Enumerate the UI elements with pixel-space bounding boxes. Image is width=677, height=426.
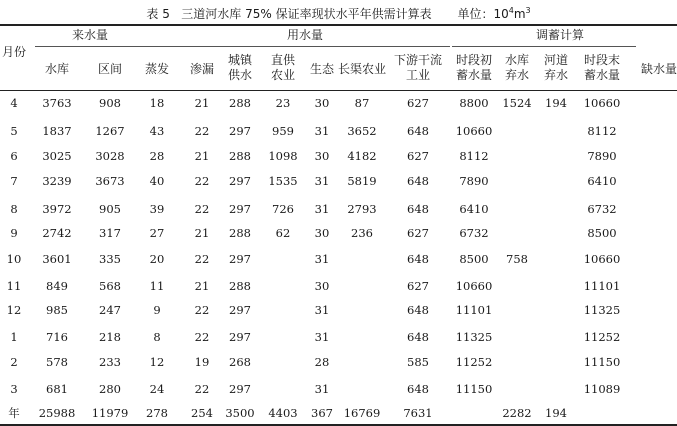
table-cell-end-storage: 7890 (587, 149, 617, 163)
table-cell-start-storage: 8500 (459, 252, 489, 266)
table-cell-long-canal-agri: 3652 (347, 124, 377, 138)
table-cell-evaporation: 24 (149, 382, 165, 396)
table-cell-interval: 233 (99, 355, 121, 369)
table-cell-evaporation: 43 (149, 124, 165, 138)
table-title: 三道河水库 75% 保证率现状水平年供需计算表 (181, 7, 432, 21)
table-cell-evaporation: 27 (149, 226, 165, 240)
group-underline-inflow (35, 46, 145, 47)
table-cell-seepage: 22 (194, 330, 210, 344)
table-cell-end-storage: 10660 (583, 96, 621, 110)
table-cell-ecology: 31 (314, 124, 330, 138)
table-cell-evaporation: 9 (153, 303, 161, 317)
table-cell-ecology: 30 (314, 279, 330, 293)
table-unit: 单位：$10^4m^3$ (457, 6, 531, 21)
table-cell-urban-supply: 268 (229, 355, 251, 369)
table-cell-interval: 1267 (95, 124, 125, 138)
table-cell-long-canal-agri: 236 (351, 226, 373, 240)
table-cell-reservoir: 3239 (42, 174, 72, 188)
table-cell-downstream-industry: 585 (407, 355, 429, 369)
group-header-regulation: 调蓄计算 (535, 28, 584, 42)
table-cell-direct-agri: 1535 (268, 174, 298, 188)
table-cell-end-storage: 8112 (587, 124, 617, 138)
table-cell-ecology: 30 (314, 226, 330, 240)
table-cell-ecology: 31 (314, 382, 330, 396)
table-cell-ecology: 30 (314, 96, 330, 110)
header-bottom-rule (0, 90, 677, 91)
col-header-evaporation: 蒸发 (144, 62, 169, 76)
table-cell-evaporation: 18 (149, 96, 165, 110)
table-cell-end-storage: 10660 (583, 252, 621, 266)
table-cell-month: 4 (10, 96, 18, 110)
table-cell-evaporation: 40 (149, 174, 165, 188)
table-cell-month: 11 (6, 279, 22, 293)
table-cell-month: 1 (10, 330, 18, 344)
col-header-ecology: 生态 (309, 62, 334, 76)
table-cell-seepage: 22 (194, 124, 210, 138)
table-cell-ecology: 28 (314, 355, 330, 369)
table-cell-start-storage: 11150 (455, 382, 493, 396)
table-cell-direct-agri: 726 (272, 202, 294, 216)
table-cell-long-canal-agri: 2793 (347, 202, 377, 216)
col-header-long-canal-agri: 长渠农业 (337, 62, 386, 76)
table-cell-ecology: 367 (311, 406, 333, 420)
table-cell-end-storage: 11101 (583, 279, 621, 293)
table-cell-ecology: 31 (314, 303, 330, 317)
col-header-direct-agri: 直供 农业 (270, 53, 295, 82)
table-cell-urban-supply: 3500 (225, 406, 255, 420)
table-cell-month: 9 (10, 226, 18, 240)
table-cell-evaporation: 11 (149, 279, 165, 293)
table-cell-downstream-industry: 648 (407, 330, 429, 344)
col-header-end-storage: 时段末 蓄水量 (583, 53, 620, 82)
table-cell-downstream-industry: 648 (407, 124, 429, 138)
table-cell-urban-supply: 288 (229, 96, 251, 110)
table-cell-river-spill: 194 (545, 406, 567, 420)
table-cell-downstream-industry: 7631 (403, 406, 433, 420)
table-cell-end-storage: 6732 (587, 202, 617, 216)
top-rule (0, 24, 677, 26)
table-cell-start-storage: 11101 (455, 303, 493, 317)
table-cell-interval: 3673 (95, 174, 125, 188)
group-underline-regulation (452, 46, 636, 47)
table-cell-reservoir: 681 (46, 382, 68, 396)
table-cell-reservoir: 3763 (42, 96, 72, 110)
table-cell-month: 2 (10, 355, 18, 369)
table-cell-month: 8 (10, 202, 18, 216)
table-cell-ecology: 30 (314, 149, 330, 163)
table-caption (0, 2, 677, 23)
table-cell-downstream-industry: 627 (407, 279, 429, 293)
table-cell-downstream-industry: 627 (407, 96, 429, 110)
table-cell-long-canal-agri: 16769 (343, 406, 381, 420)
col-header-reservoir: 水库 (44, 62, 69, 76)
table-cell-month: 3 (10, 382, 18, 396)
table-cell-interval: 218 (99, 330, 121, 344)
table-cell-evaporation: 28 (149, 149, 165, 163)
col-header-month: 月份 (1, 45, 26, 59)
table-cell-reservoir-spill: 758 (506, 252, 528, 266)
table-cell-urban-supply: 288 (229, 149, 251, 163)
table-cell-urban-supply: 297 (229, 382, 251, 396)
table-cell-downstream-industry: 627 (407, 149, 429, 163)
col-header-start-storage: 时段初 蓄水量 (455, 53, 492, 82)
col-header-downstream-industry: 下游干流 工业 (393, 53, 442, 82)
table-cell-month: 12 (6, 303, 22, 317)
table-cell-evaporation: 20 (149, 252, 165, 266)
table-cell-evaporation: 12 (149, 355, 165, 369)
table-cell-reservoir: 1837 (42, 124, 72, 138)
table-cell-start-storage: 10660 (455, 279, 493, 293)
table-cell-interval: 280 (99, 382, 121, 396)
table-cell-reservoir-spill: 2282 (502, 406, 532, 420)
table-cell-long-canal-agri: 5819 (347, 174, 377, 188)
col-header-urban-supply: 城镇 供水 (227, 53, 252, 82)
table-cell-urban-supply: 297 (229, 174, 251, 188)
table-cell-urban-supply: 297 (229, 303, 251, 317)
table-cell-seepage: 22 (194, 252, 210, 266)
table-cell-interval: 11979 (91, 406, 129, 420)
group-header-use: 用水量 (286, 28, 323, 42)
col-header-reservoir-spill: 水库 弃水 (504, 53, 529, 82)
table-cell-month: 10 (6, 252, 22, 266)
table-cell-direct-agri: 4403 (268, 406, 298, 420)
table-cell-downstream-industry: 648 (407, 382, 429, 396)
table-cell-ecology: 31 (314, 174, 330, 188)
table-cell-downstream-industry: 648 (407, 303, 429, 317)
table-cell-seepage: 254 (191, 406, 213, 420)
table-cell-interval: 3028 (95, 149, 125, 163)
table-cell-month: 7 (10, 174, 18, 188)
table-cell-ecology: 31 (314, 202, 330, 216)
group-underline-use (142, 46, 450, 47)
table-cell-reservoir-spill: 1524 (502, 96, 532, 110)
table-cell-end-storage: 11150 (583, 355, 621, 369)
table-cell-start-storage: 11252 (455, 355, 493, 369)
table-cell-urban-supply: 297 (229, 330, 251, 344)
col-header-shortage: 缺水量 (641, 62, 677, 76)
table-cell-direct-agri: 959 (272, 124, 294, 138)
table-cell-interval: 317 (99, 226, 121, 240)
table-cell-month: 5 (10, 124, 18, 138)
table-cell-start-storage: 8800 (459, 96, 489, 110)
table-cell-end-storage: 11089 (583, 382, 621, 396)
table-cell-downstream-industry: 648 (407, 202, 429, 216)
table-cell-month: 6 (10, 149, 18, 163)
table-cell-ecology: 31 (314, 252, 330, 266)
table-cell-direct-agri: 23 (275, 96, 291, 110)
table-cell-interval: 908 (99, 96, 121, 110)
table-cell-reservoir: 2742 (42, 226, 72, 240)
table-cell-downstream-industry: 648 (407, 252, 429, 266)
table-cell-seepage: 21 (194, 149, 210, 163)
table-cell-direct-agri: 62 (275, 226, 291, 240)
table-cell-start-storage: 6732 (459, 226, 489, 240)
table-cell-end-storage: 8500 (587, 226, 617, 240)
table-cell-start-storage: 6410 (459, 202, 489, 216)
table-cell-seepage: 22 (194, 202, 210, 216)
table-cell-reservoir: 3972 (42, 202, 72, 216)
table-cell-reservoir: 3025 (42, 149, 72, 163)
table-cell-reservoir: 3601 (42, 252, 72, 266)
table-cell-reservoir: 849 (46, 279, 68, 293)
bottom-rule (0, 424, 677, 426)
table-cell-interval: 905 (99, 202, 121, 216)
table-cell-seepage: 21 (194, 96, 210, 110)
table-cell-seepage: 22 (194, 303, 210, 317)
table-cell-interval: 568 (99, 279, 121, 293)
col-header-seepage: 渗漏 (189, 62, 214, 76)
table-cell-start-storage: 11325 (455, 330, 493, 344)
table-cell-interval: 335 (99, 252, 121, 266)
table-number: 表 5 (146, 7, 170, 21)
table-cell-seepage: 21 (194, 226, 210, 240)
table-cell-evaporation: 278 (146, 406, 168, 420)
table-cell-month: 年 (8, 406, 20, 420)
table-cell-direct-agri: 1098 (268, 149, 298, 163)
table-cell-evaporation: 8 (153, 330, 161, 344)
table-cell-end-storage: 6410 (587, 174, 617, 188)
group-header-inflow: 来水量 (71, 28, 108, 42)
table-cell-seepage: 21 (194, 279, 210, 293)
table-cell-urban-supply: 288 (229, 226, 251, 240)
table-cell-seepage: 22 (194, 174, 210, 188)
table-cell-reservoir: 578 (46, 355, 68, 369)
table-cell-reservoir: 25988 (38, 406, 76, 420)
table-cell-urban-supply: 288 (229, 279, 251, 293)
col-header-interval: 区间 (97, 62, 122, 76)
table-cell-long-canal-agri: 87 (354, 96, 370, 110)
table-cell-downstream-industry: 648 (407, 174, 429, 188)
table-cell-reservoir: 985 (46, 303, 68, 317)
table-cell-downstream-industry: 627 (407, 226, 429, 240)
table-cell-seepage: 22 (194, 382, 210, 396)
table-cell-urban-supply: 297 (229, 202, 251, 216)
table-cell-urban-supply: 297 (229, 124, 251, 138)
table-cell-start-storage: 7890 (459, 174, 489, 188)
table-cell-seepage: 19 (194, 355, 210, 369)
table-cell-start-storage: 8112 (459, 149, 489, 163)
table-cell-interval: 247 (99, 303, 121, 317)
col-header-river-spill: 河道 弃水 (543, 53, 568, 82)
table-cell-end-storage: 11252 (583, 330, 621, 344)
table-cell-end-storage: 11325 (583, 303, 621, 317)
table-cell-start-storage: 10660 (455, 124, 493, 138)
table-cell-urban-supply: 297 (229, 252, 251, 266)
table-cell-river-spill: 194 (545, 96, 567, 110)
table-cell-reservoir: 716 (46, 330, 68, 344)
table-cell-ecology: 31 (314, 330, 330, 344)
table-cell-evaporation: 39 (149, 202, 165, 216)
table-cell-long-canal-agri: 4182 (347, 149, 377, 163)
